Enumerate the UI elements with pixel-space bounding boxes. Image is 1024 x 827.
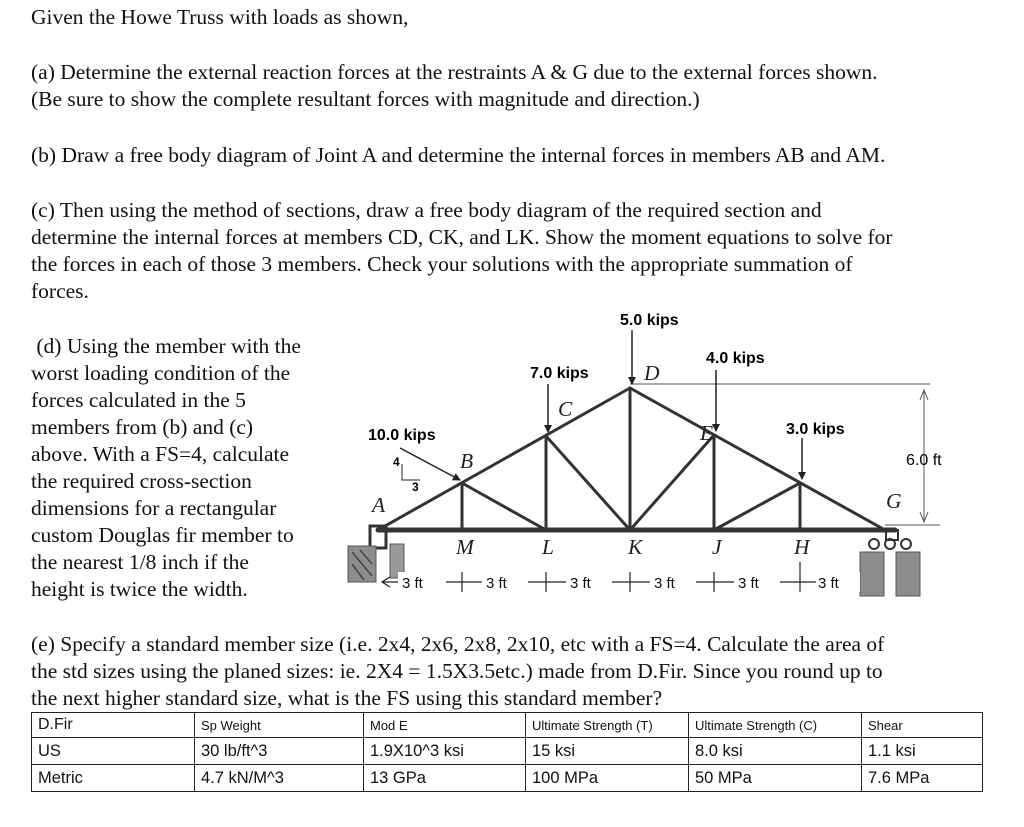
- part-e-line-3: the next higher standard size, what is the FS using this standard member?: [31, 686, 663, 710]
- table-header-material: D.Fir: [32, 713, 195, 738]
- part-d-line-7: dimensions for a rectangular: [31, 496, 277, 520]
- joint-label-h: H: [794, 535, 810, 559]
- member-jf: [714, 483, 800, 530]
- table-cell-sp-weight: 30 lb/ft^3: [195, 738, 364, 765]
- part-c-line-3: the forces in each of those 3 members. Check your solutions with the appropriate summation of: [31, 252, 853, 276]
- member-bl: [462, 483, 546, 530]
- table-header-ult-compression: Ultimate Strength (C): [689, 713, 862, 738]
- part-a-line-1: (a) Determine the external reaction forces at the restraints A & G due to the external forces shown.: [31, 60, 878, 84]
- part-c-line-2: determine the internal forces at members CD, CK, and LK. Show the moment equations to solve for: [31, 225, 893, 249]
- slope-run-label: 3: [412, 480, 419, 494]
- table-header-row: [32, 713, 983, 738]
- table-cell-shear: 7.6 MPa: [862, 765, 983, 792]
- load-arrow-b: [400, 448, 460, 480]
- part-e-line-1: (e) Specify a standard member size (i.e. 2x4, 2x6, 2x8, 2x10, etc with a FS=4. Calculate the area of: [31, 632, 885, 656]
- roller-wheel-1: [869, 539, 879, 549]
- joint-label-c: C: [558, 397, 573, 421]
- slope-triangle-legs: [402, 464, 420, 480]
- table-cell-ult-compression: 8.0 ksi: [689, 738, 862, 765]
- material-properties-table: [31, 712, 983, 792]
- part-d-line-1: (d) Using the member with the: [31, 334, 301, 358]
- load-7-label: 7.0 kips: [530, 365, 589, 382]
- part-d-line-3: forces calculated in the 5: [31, 388, 246, 412]
- joint-label-b: B: [460, 449, 474, 473]
- part-d-line-4: members from (b) and (c): [31, 415, 254, 439]
- intro-line: Given the Howe Truss with loads as shown,: [31, 5, 409, 29]
- part-d-line-10: height is twice the width.: [31, 577, 248, 601]
- part-a: [31, 59, 1006, 113]
- table-cell-sp-weight: 4.7 kN/M^3: [195, 765, 364, 792]
- top-chord-left: [378, 388, 630, 530]
- span-dimensions: [382, 562, 860, 592]
- howe-truss-diagram: [340, 300, 970, 610]
- table-row: [32, 765, 983, 792]
- table-cell-ult-tension: 15 ksi: [526, 738, 689, 765]
- load-4-label: 4.0 kips: [706, 350, 765, 367]
- table-cell-ult-tension: 100 MPa: [526, 765, 689, 792]
- span-label-4: 3 ft: [654, 575, 675, 592]
- table-header-sp-weight: Sp Weight: [195, 713, 364, 738]
- top-chord-right: [630, 388, 885, 530]
- part-c-line-4: forces.: [31, 279, 89, 303]
- joint-label-j: J: [712, 535, 722, 559]
- table-cell-units: Metric: [32, 765, 195, 792]
- span-label-2: 3 ft: [486, 575, 507, 592]
- member-ke: [630, 435, 714, 530]
- joint-label-d: D: [644, 361, 660, 385]
- roller-support-g: [860, 530, 920, 596]
- load-5-label: 5.0 kips: [620, 312, 679, 329]
- part-a-line-2: (Be sure to show the complete resultant forces with magnitude and direction.): [31, 87, 700, 111]
- joint-label-m: M: [456, 535, 474, 559]
- load-3-label: 3.0 kips: [786, 421, 845, 438]
- table-header-shear: Shear: [862, 713, 983, 738]
- part-c: [31, 197, 1006, 305]
- span-label-1: 3 ft: [402, 575, 423, 592]
- part-b: [31, 142, 1006, 169]
- span-label-3: 3 ft: [570, 575, 591, 592]
- table-header-ult-tension: Ultimate Strength (T): [526, 713, 689, 738]
- part-e: [31, 631, 991, 712]
- span-label-5: 3 ft: [738, 575, 759, 592]
- table-header-mod-e: Mod E: [364, 713, 526, 738]
- part-b-line: (b) Draw a free body diagram of Joint A and determine the internal forces in members AB and AM.: [31, 143, 886, 167]
- roller-wheel-3: [901, 539, 911, 549]
- joint-label-a: A: [372, 493, 386, 517]
- part-d-line-9: the nearest 1/8 inch if the: [31, 550, 249, 574]
- span-label-6: 3 ft: [818, 575, 839, 592]
- joint-label-l: L: [542, 535, 554, 559]
- problem-intro: [31, 4, 1006, 31]
- height-label: 6.0 ft: [906, 452, 942, 469]
- pin-support-a: [348, 526, 404, 582]
- part-d-line-8: custom Douglas fir member to: [31, 523, 294, 547]
- slope-triangle: [402, 464, 420, 480]
- part-c-line-1: (c) Then using the method of sections, draw a free body diagram of the required section and: [31, 198, 822, 222]
- part-d: [31, 333, 341, 603]
- member-ck: [546, 436, 630, 530]
- table-cell-mod-e: 13 GPa: [364, 765, 526, 792]
- truss-members: [378, 388, 895, 530]
- part-d-line-2: worst loading condition of the: [31, 361, 291, 385]
- roller-ground-right: [896, 552, 920, 596]
- table-cell-units: US: [32, 738, 195, 765]
- roller-ground-left: [860, 552, 884, 596]
- joint-label-g: G: [886, 489, 902, 513]
- table-cell-shear: 1.1 ksi: [862, 738, 983, 765]
- part-e-line-2: the std sizes using the planed sizes: ie. 2X4 = 1.5X3.5etc.) made from D.Fir. Since you round up to: [31, 659, 883, 683]
- part-d-line-6: the required cross-section: [31, 469, 252, 493]
- slope-rise-label: 4: [393, 455, 400, 469]
- table-row: [32, 738, 983, 765]
- joint-label-e: E: [700, 421, 714, 445]
- joint-label-k: K: [628, 535, 643, 559]
- part-d-line-5: above. With a FS=4, calculate: [31, 442, 290, 466]
- load-10-label: 10.0 kips: [368, 427, 436, 444]
- table-cell-mod-e: 1.9X10^3 ksi: [364, 738, 526, 765]
- table-cell-ult-compression: 50 MPa: [689, 765, 862, 792]
